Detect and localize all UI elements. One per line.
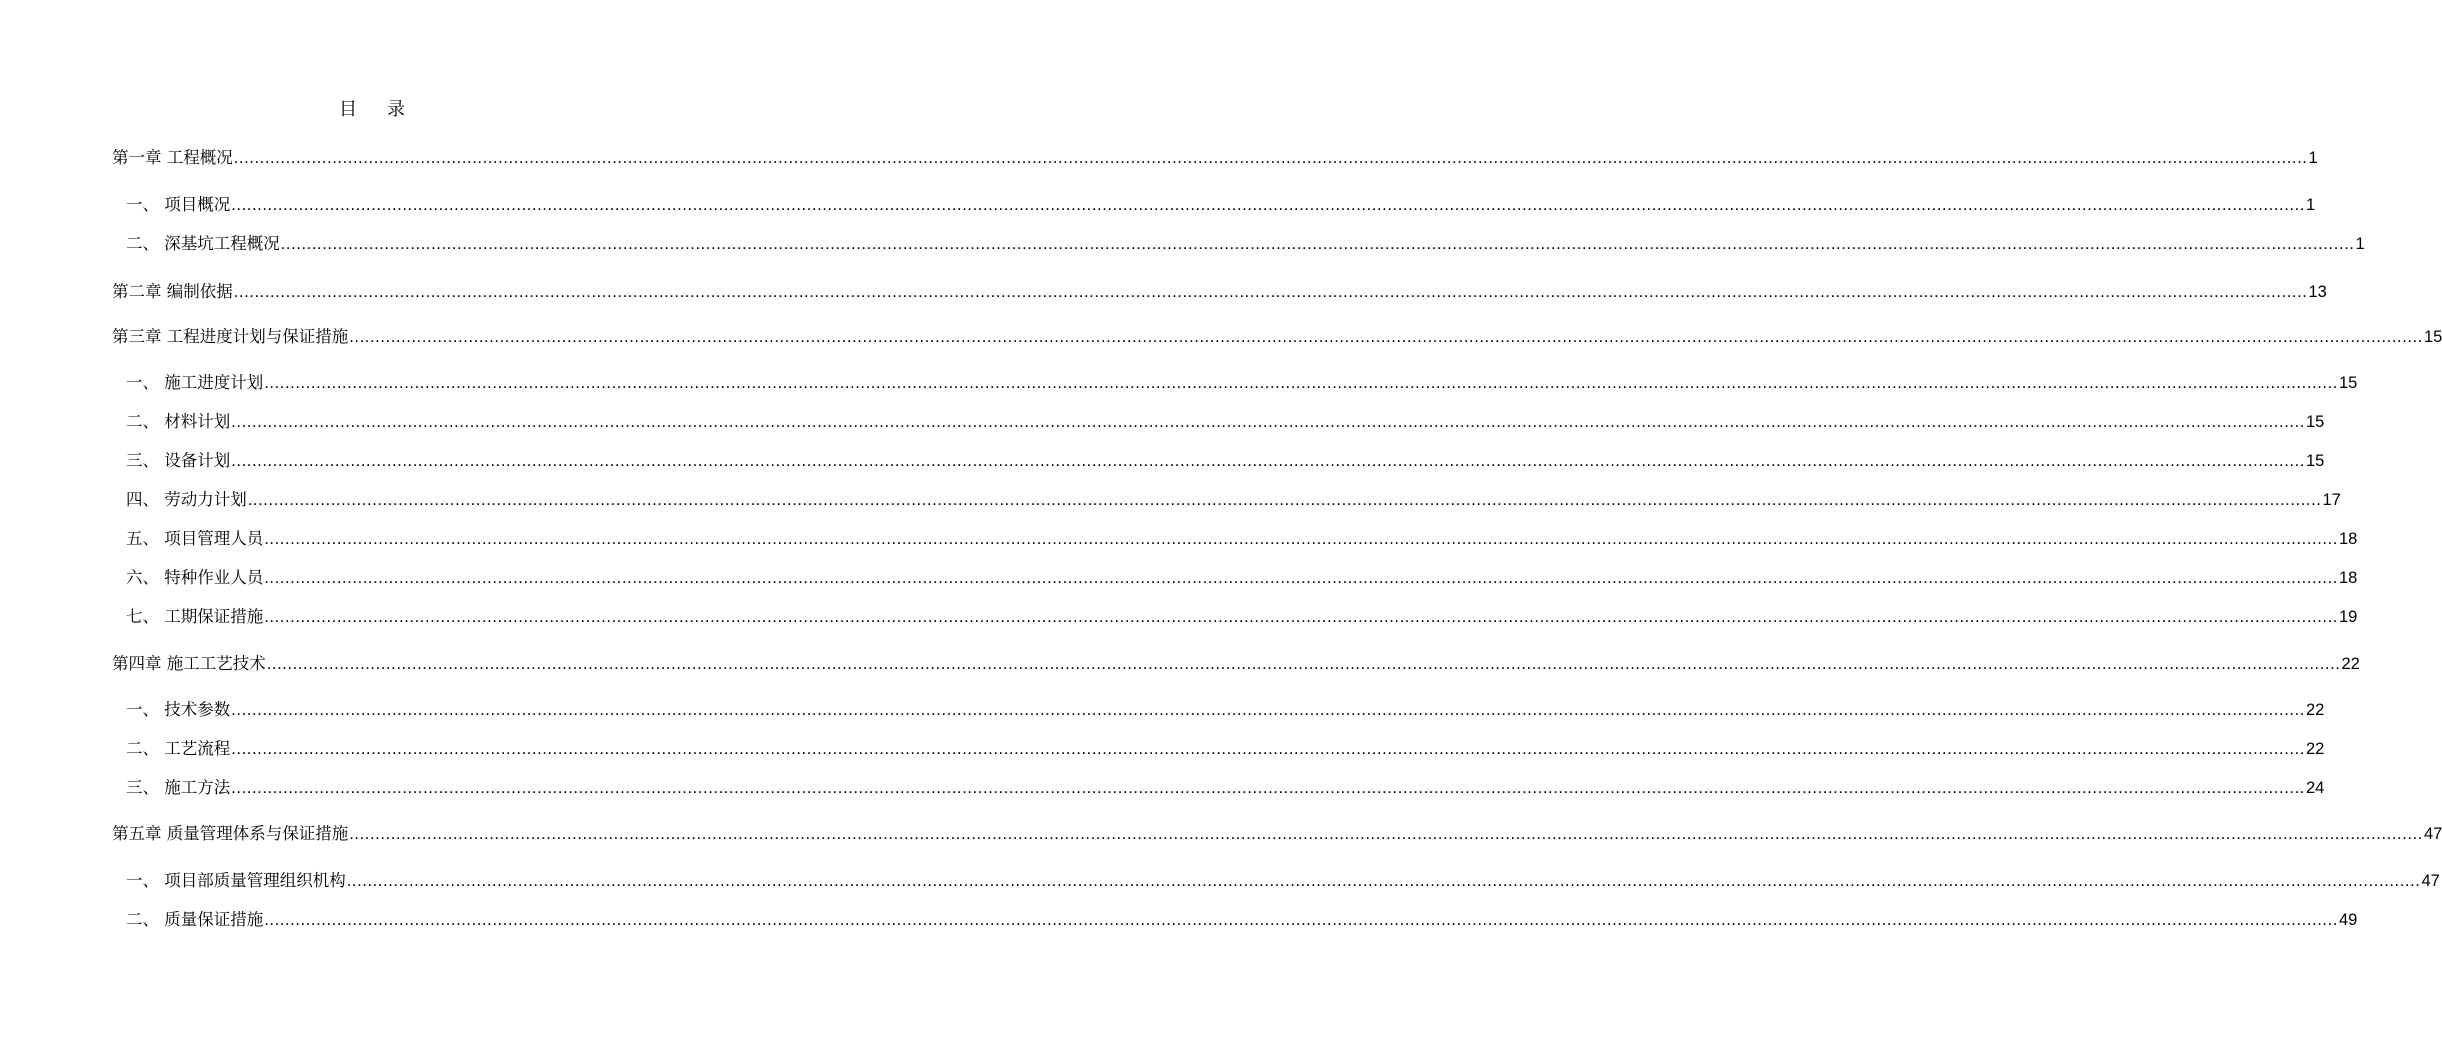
toc-entry-label: 第四章 施工工艺技术	[112, 654, 266, 673]
toc-entry-label: 二、 深基坑工程概况	[126, 234, 280, 253]
toc-dot-leader: ................................................................................................................................................................................................................................................................................................................................................................................................................	[280, 235, 2355, 253]
toc-entry-label: 第五章 质量管理体系与保证措施	[112, 824, 349, 843]
toc-dot-leader: ................................................................................................................................................................................................................................................................................................................................................................................................................	[231, 413, 2305, 431]
toc-entry-page-number: 15	[2338, 374, 2358, 392]
toc-dot-leader: ................................................................................................................................................................................................................................................................................................................................................................................................................	[231, 452, 2305, 470]
toc-entry-label: 二、 材料计划	[126, 412, 231, 431]
toc-entry-page-number: 18	[2338, 530, 2358, 548]
toc-entry-page-number: 13	[2308, 283, 2327, 301]
toc-dot-leader: ................................................................................................................................................................................................................................................................................................................................................................................................................	[231, 779, 2305, 797]
toc-entry-label: 五、 项目管理人员	[126, 529, 264, 548]
toc-entry[interactable]	[112, 324, 2442, 350]
toc-entry-label: 一、 技术参数	[126, 700, 231, 719]
toc-entry-label: 一、 项目部质量管理组织机构	[126, 871, 346, 890]
toc-entry-page-number: 24	[2305, 779, 2325, 797]
toc-entry-label: 三、 施工方法	[126, 778, 231, 797]
toc-entry[interactable]	[126, 604, 2358, 630]
toc-entry[interactable]	[126, 736, 2325, 762]
toc-entry-page-number: 1	[2305, 196, 2316, 214]
toc-dot-leader: ................................................................................................................................................................................................................................................................................................................................................................................................................	[233, 283, 2308, 301]
toc-entry[interactable]	[112, 821, 2442, 847]
toc-entry[interactable]	[112, 279, 2327, 305]
toc-entry-page-number: 1	[2355, 235, 2365, 253]
toc-entry-label: 二、 工艺流程	[126, 739, 231, 758]
toc-dot-leader: ................................................................................................................................................................................................................................................................................................................................................................................................................	[264, 569, 2338, 587]
toc-entry[interactable]	[126, 526, 2358, 552]
toc-dot-leader: ................................................................................................................................................................................................................................................................................................................................................................................................................	[231, 196, 2305, 214]
toc-entry-label: 第三章 工程进度计划与保证措施	[112, 327, 349, 346]
toc-entry-page-number: 19	[2338, 608, 2358, 626]
toc-entry[interactable]	[126, 697, 2325, 723]
toc-entry-label: 四、 劳动力计划	[126, 490, 247, 509]
toc-dot-leader: ................................................................................................................................................................................................................................................................................................................................................................................................................	[346, 872, 2421, 890]
toc-entry[interactable]	[126, 868, 2440, 894]
toc-entry-label: 一、 项目概况	[126, 195, 231, 214]
toc-entry-label: 第一章 工程概况	[112, 148, 233, 167]
toc-entry[interactable]	[126, 409, 2325, 435]
toc-entry-page-number: 15	[2423, 328, 2442, 346]
toc-dot-leader: ................................................................................................................................................................................................................................................................................................................................................................................................................	[231, 701, 2305, 719]
toc-entry[interactable]	[126, 487, 2341, 513]
toc-entry[interactable]	[126, 192, 2316, 218]
page-title: 目录	[339, 99, 435, 120]
toc-entry[interactable]	[126, 775, 2325, 801]
toc-entry-page-number: 15	[2305, 413, 2325, 431]
toc-dot-leader: ................................................................................................................................................................................................................................................................................................................................................................................................................	[233, 149, 2308, 167]
toc-entry-page-number: 22	[2341, 655, 2360, 673]
toc-dot-leader: ................................................................................................................................................................................................................................................................................................................................................................................................................	[231, 740, 2305, 758]
toc-entry-page-number: 15	[2305, 452, 2325, 470]
toc-entry-page-number: 22	[2305, 740, 2325, 758]
toc-entry[interactable]	[126, 565, 2358, 591]
toc-dot-leader: ................................................................................................................................................................................................................................................................................................................................................................................................................	[266, 655, 2341, 673]
toc-entry-label: 七、 工期保证措施	[126, 607, 264, 626]
toc-dot-leader: ................................................................................................................................................................................................................................................................................................................................................................................................................	[264, 530, 2338, 548]
toc-dot-leader: ................................................................................................................................................................................................................................................................................................................................................................................................................	[264, 911, 2338, 929]
toc-dot-leader: ................................................................................................................................................................................................................................................................................................................................................................................................................	[349, 328, 2423, 346]
toc-dot-leader: ................................................................................................................................................................................................................................................................................................................................................................................................................	[247, 491, 2322, 509]
toc-entry-page-number: 47	[2423, 825, 2442, 843]
toc-entry-page-number: 1	[2308, 149, 2318, 167]
toc-entry-page-number: 22	[2305, 701, 2325, 719]
toc-entry[interactable]	[126, 231, 2365, 257]
toc-entry[interactable]	[126, 907, 2358, 933]
toc-dot-leader: ................................................................................................................................................................................................................................................................................................................................................................................................................	[349, 825, 2423, 843]
toc-entry-page-number: 49	[2338, 911, 2358, 929]
toc-entry-label: 一、 施工进度计划	[126, 373, 264, 392]
toc-dot-leader: ................................................................................................................................................................................................................................................................................................................................................................................................................	[264, 374, 2338, 392]
table-of-contents	[112, 0, 2442, 1052]
toc-entry-page-number: 17	[2322, 491, 2341, 509]
toc-entry[interactable]	[126, 448, 2325, 474]
toc-entry-label: 二、 质量保证措施	[126, 910, 264, 929]
toc-entry[interactable]	[112, 145, 2318, 171]
toc-entry-page-number: 18	[2338, 569, 2358, 587]
toc-entry-label: 六、 特种作业人员	[126, 568, 264, 587]
toc-entry-page-number: 47	[2421, 872, 2440, 890]
toc-entry-label: 三、 设备计划	[126, 451, 231, 470]
toc-dot-leader: ................................................................................................................................................................................................................................................................................................................................................................................................................	[264, 608, 2338, 626]
toc-entry[interactable]	[126, 370, 2358, 396]
toc-entry-label: 第二章 编制依据	[112, 282, 233, 301]
toc-entry[interactable]	[112, 651, 2360, 677]
